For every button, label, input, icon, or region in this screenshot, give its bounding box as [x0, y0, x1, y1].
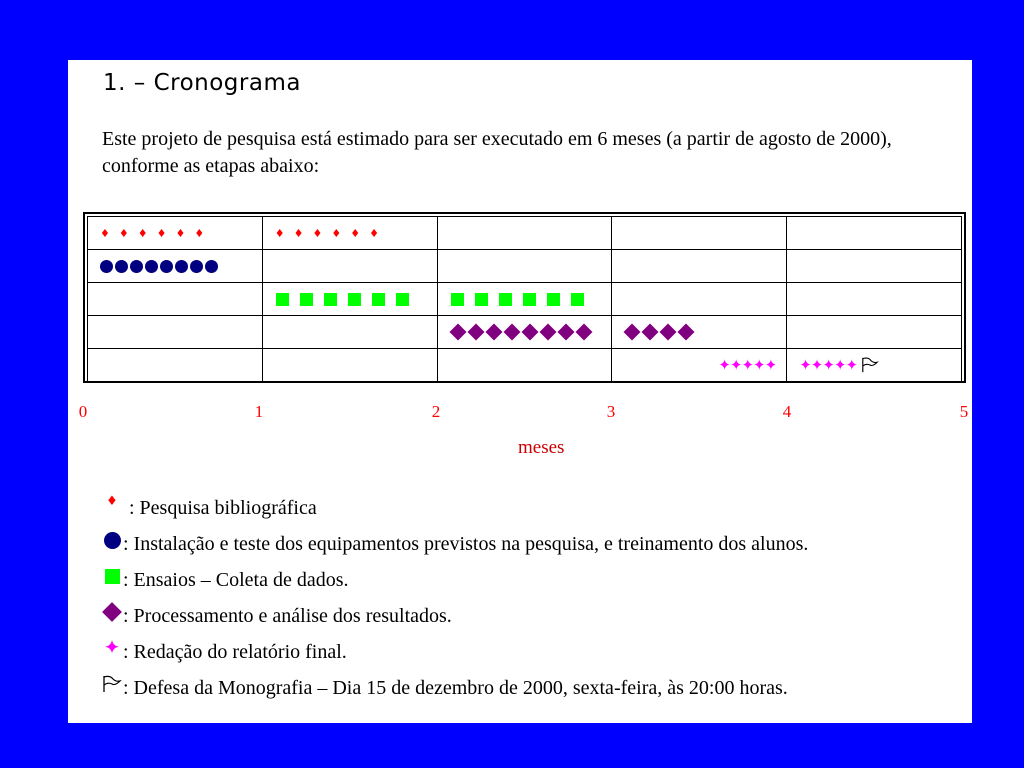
small-diamond-icon: ♦ [100, 226, 110, 240]
axis-tick-5: 5 [959, 402, 969, 421]
legend-item-processamento [101, 598, 808, 634]
axis-label: meses [518, 437, 565, 458]
cell-marks [612, 250, 786, 282]
small-diamond-icon: ♦ [194, 226, 205, 240]
cell-marks [88, 283, 262, 315]
circle-icon [145, 260, 158, 273]
schedule-cell [88, 283, 263, 316]
legend-label-processamento: : Processamento e análise dos resultados. [123, 604, 452, 627]
schedule-cell [612, 217, 787, 250]
cell-marks [263, 217, 437, 249]
legend-item-ensaios [101, 562, 808, 598]
schedule-cell [88, 316, 263, 349]
schedule-cell [787, 250, 962, 283]
star-icon: ✦ [833, 356, 847, 374]
square-icon [451, 293, 464, 306]
square-icon [300, 293, 313, 306]
star-icon: ✦ [822, 356, 835, 374]
diamond-icon [467, 324, 484, 341]
diamond-icon [624, 324, 641, 341]
cell-marks [263, 349, 437, 381]
square-icon [324, 293, 337, 306]
cell-marks [88, 349, 262, 381]
square-icon [499, 293, 512, 306]
slide [68, 60, 972, 723]
schedule-cell [437, 217, 612, 250]
diamond-icon [678, 324, 695, 341]
month-axis [68, 402, 972, 422]
flag-icon [861, 356, 879, 374]
cell-marks [438, 349, 612, 381]
schedule-cell [437, 349, 612, 382]
schedule-cell [262, 283, 437, 316]
schedule-cell [787, 316, 962, 349]
cell-marks [787, 250, 961, 282]
diamond-icon [642, 324, 659, 341]
square-icon [276, 293, 289, 306]
legend-item-instalacao [101, 526, 808, 562]
diamond-icon [575, 324, 592, 341]
cell-marks [438, 217, 612, 249]
circle-icon [115, 260, 128, 273]
axis-tick-3: 3 [606, 402, 616, 421]
legend [101, 490, 808, 706]
axis-tick-1: 1 [254, 402, 264, 421]
axis-tick-2: 2 [431, 402, 441, 421]
small-diamond-icon: ♦ [137, 226, 148, 240]
schedule-cell [612, 250, 787, 283]
small-diamond-icon: ♦ [369, 226, 380, 240]
small-diamond-icon: ♦ [350, 226, 361, 240]
cell-marks [438, 283, 612, 315]
cell-marks [88, 316, 262, 348]
cell-marks [612, 217, 786, 249]
schedule-row-ensaios [88, 283, 962, 316]
small-diamond-icon: ♦ [156, 226, 167, 240]
schedule-cell [787, 217, 962, 250]
cell-marks [787, 316, 961, 348]
cell-marks [438, 250, 612, 282]
star-icon: ✦ [718, 356, 731, 374]
star-icon: ✦ [845, 356, 859, 374]
circle-icon [190, 260, 203, 273]
small-diamond-icon: ♦ [175, 226, 186, 240]
schedule-row-instalacao [88, 250, 962, 283]
diamond-icon [485, 324, 502, 341]
cell-marks [787, 217, 961, 249]
diamond-icon [557, 324, 574, 341]
schedule-cell [437, 283, 612, 316]
schedule-cell [787, 349, 962, 382]
cell-marks [787, 283, 961, 315]
small-diamond-icon: ♦ [274, 226, 285, 240]
schedule-cell [612, 283, 787, 316]
legend-label-redacao: : Redação do relatório final. [123, 640, 347, 663]
square-icon [523, 293, 536, 306]
cell-marks [612, 349, 786, 381]
schedule-row-pesquisa [88, 217, 962, 250]
square-icon [571, 293, 584, 306]
circle-icon [205, 260, 218, 273]
circle-icon [130, 260, 143, 273]
square-icon [372, 293, 385, 306]
cell-marks [438, 316, 612, 348]
schedule-cell [787, 283, 962, 316]
schedule-row-redacao [88, 349, 962, 382]
cell-marks [612, 316, 786, 348]
cell-marks [263, 316, 437, 348]
diamond-icon [449, 324, 466, 341]
cell-marks [263, 283, 437, 315]
diamond-icon [101, 605, 123, 627]
schedule-cell [262, 250, 437, 283]
small-diamond-icon: ♦ [118, 226, 129, 240]
diamond-icon [503, 324, 520, 341]
axis-tick-4: 4 [782, 402, 792, 421]
square-icon [547, 293, 560, 306]
schedule-cell [262, 349, 437, 382]
schedule-grid [83, 212, 966, 383]
cell-marks [612, 283, 786, 315]
small-diamond-icon: ♦ [331, 226, 342, 240]
cell-marks [88, 217, 262, 249]
star-icon: ✦ [741, 356, 755, 374]
legend-label-instalacao: : Instalação e teste dos equipamentos previstos na pesquisa, e treinamento dos alunos. [123, 532, 809, 555]
star-icon: ✦ [729, 356, 743, 374]
star-icon: ✦ [799, 356, 812, 374]
schedule-cell [262, 217, 437, 250]
legend-item-pesquisa [101, 490, 808, 526]
schedule-cell [88, 217, 263, 250]
square-icon [475, 293, 488, 306]
small-diamond-icon: ♦ [293, 226, 304, 240]
schedule-cell [612, 349, 787, 382]
star-icon: ✦ [753, 356, 766, 374]
schedule-cell [88, 349, 263, 382]
schedule-cell [262, 316, 437, 349]
diamond-icon [521, 324, 538, 341]
square-icon [101, 569, 123, 591]
circle-icon [175, 260, 188, 273]
legend-label-pesquisa: : Pesquisa bibliográfica [129, 496, 317, 519]
cell-marks [787, 349, 961, 381]
diamond-icon [660, 324, 677, 341]
schedule-row-processamento [88, 316, 962, 349]
legend-item-redacao [101, 634, 808, 670]
legend-label-ensaios: : Ensaios – Coleta de dados. [123, 568, 349, 591]
axis-tick-0: 0 [78, 402, 88, 421]
flag-icon [101, 677, 123, 699]
small-diamond-icon: ♦ [312, 226, 323, 240]
star-icon: ✦ [764, 356, 778, 374]
schedule-cell [437, 250, 612, 283]
schedule-table [87, 216, 962, 382]
square-icon [348, 293, 361, 306]
slide-title: 1. – Cronograma [103, 70, 301, 96]
star-icon: ✦ [103, 635, 121, 659]
schedule-cell [612, 316, 787, 349]
cell-marks [263, 250, 437, 282]
circle-icon [160, 260, 173, 273]
intro-paragraph: Este projeto de pesquisa está estimado para ser executado em 6 meses (a partir de agosto de 2000), conforme as etapas abaixo: [102, 128, 892, 177]
small-diamond-icon: ♦ [106, 493, 118, 509]
legend-label-defesa: : Defesa da Monografia – Dia 15 de dezembro de 2000, sexta-feira, às 20:00 horas. [123, 676, 788, 699]
cell-marks [88, 250, 262, 282]
star-icon: ✦ [810, 356, 824, 374]
circle-icon [100, 260, 113, 273]
diamond-icon [539, 324, 556, 341]
circle-icon [101, 533, 123, 555]
schedule-cell [88, 250, 263, 283]
schedule-cell [437, 316, 612, 349]
legend-item-defesa [101, 670, 808, 706]
square-icon [396, 293, 409, 306]
